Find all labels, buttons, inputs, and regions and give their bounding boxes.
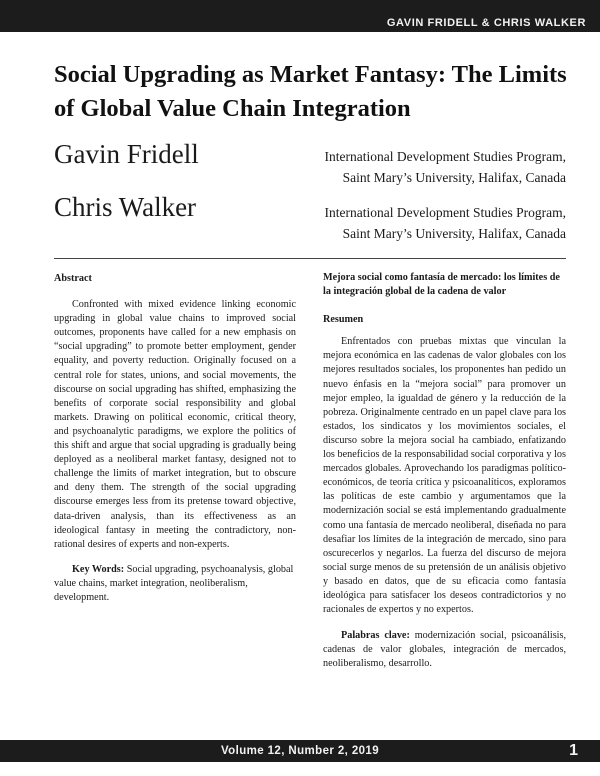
- volume-info: Volume 12, Number 2, 2019: [220, 745, 380, 757]
- abstract-keywords: [54, 563, 296, 605]
- author-affiliation-1: [266, 146, 566, 188]
- footer-bar: [0, 740, 600, 762]
- palabras-clave-text: modernización social, psicoanálisis, cadenas de valor globales, integración de mercados, neoliberalismo, desarrollo.: [323, 630, 566, 670]
- author-name-1: Gavin Fridell: [54, 139, 199, 169]
- header-divider: [54, 258, 566, 259]
- resumen-heading: Resumen: [323, 314, 364, 326]
- affiliation-line: Saint Mary’s University, Halifax, Canada: [342, 170, 566, 185]
- resumen-text: Enfrentados con pruebas mixtas que vinculan la mejora económica en las cadenas de valor globales con los mejores resultados sociales, los proponentes han pedido un nuevo énfasis en la “mejora social” para promover un mejor empleo, la igualdad de género y la reducción de la pobreza. Originalmente centrado en un papel clave para los estados, los sindicatos y los movimientos sociales, el discurso sobre la mejora social ha cambiado, enfatizando los beneficios de la responsabilidad social corporativa y los mercados globales. Aprovechando los paradigmas político-económicos, de teoría crítica y psicoanalíticos, exploramos las políticas de este cambio y argumentamos que la modernización social se está implementando gradualmente como una fantasía de mercado neoliberal, diseñada no para desafiar los límites de la integración de mercado, sino para oscurecerlos y negarlos. La fuerza del discurso de mejora social surge menos de su pretensión de un análisis objetivo y basado en datos, que de su eficacia como fantasía ideológica para satisfacer los deseos contradictorios y no racionales de expertos y no expertos.: [323, 336, 566, 616]
- affiliation-line: Saint Mary’s University, Halifax, Canada: [342, 226, 566, 241]
- keywords-text: Social upgrading, psychoanalysis, global value chains, market integration, neoliberalism, development.: [54, 563, 294, 603]
- palabras-clave-label: Palabras clave:: [341, 630, 410, 642]
- affiliation-line: International Development Studies Program,: [324, 149, 566, 164]
- header-bar: [0, 0, 600, 32]
- abstract-column: [54, 272, 296, 605]
- affiliation-line: International Development Studies Program,: [324, 205, 566, 220]
- running-head: GAVIN FRIDELL & CHRIS WALKER: [386, 17, 586, 29]
- author-affiliation-2: [266, 202, 566, 244]
- abstract-text: Confronted with mixed evidence linking economic upgrading in global value chains to improved social outcomes, proponents have called for a new emphasis on “social upgrading” to promote better employment, gender equality, and poverty reduction. Originally focused on a central role for states, unions, and social movements, the discourse on social upgrading has shifted, emphasizing the benefits of corporate social responsibility and global markets. Drawing on political economic, critical theory, and psychoanalytic paradigms, we explore the politics of this shift and argue that social upgrading is gradually being deployed as a neoliberal market fantasy, designed not to challenge the limits of market integration, but to obscure and deny them. The strength of the social upgrading discourse emerges less from its pretense toward objective, data-driven analysis, than its effectiveness as an ideological fantasy in meeting the contradictory, non-rational desires of experts and non-experts.: [54, 299, 296, 550]
- article-title: Social Upgrading as Market Fantasy: The Limits of Global Value Chain Integration: [54, 61, 567, 122]
- spanish-title: Mejora social como fantasía de mercado: los límites de la integración global de la cadena de valor: [323, 272, 560, 298]
- page-number: 1: [569, 742, 578, 759]
- resumen-column: [323, 271, 566, 671]
- abstract-heading: Abstract: [54, 273, 92, 284]
- resumen-keywords: [323, 629, 566, 671]
- author-name-2: Chris Walker: [54, 192, 197, 222]
- keywords-label: Key Words:: [72, 563, 125, 575]
